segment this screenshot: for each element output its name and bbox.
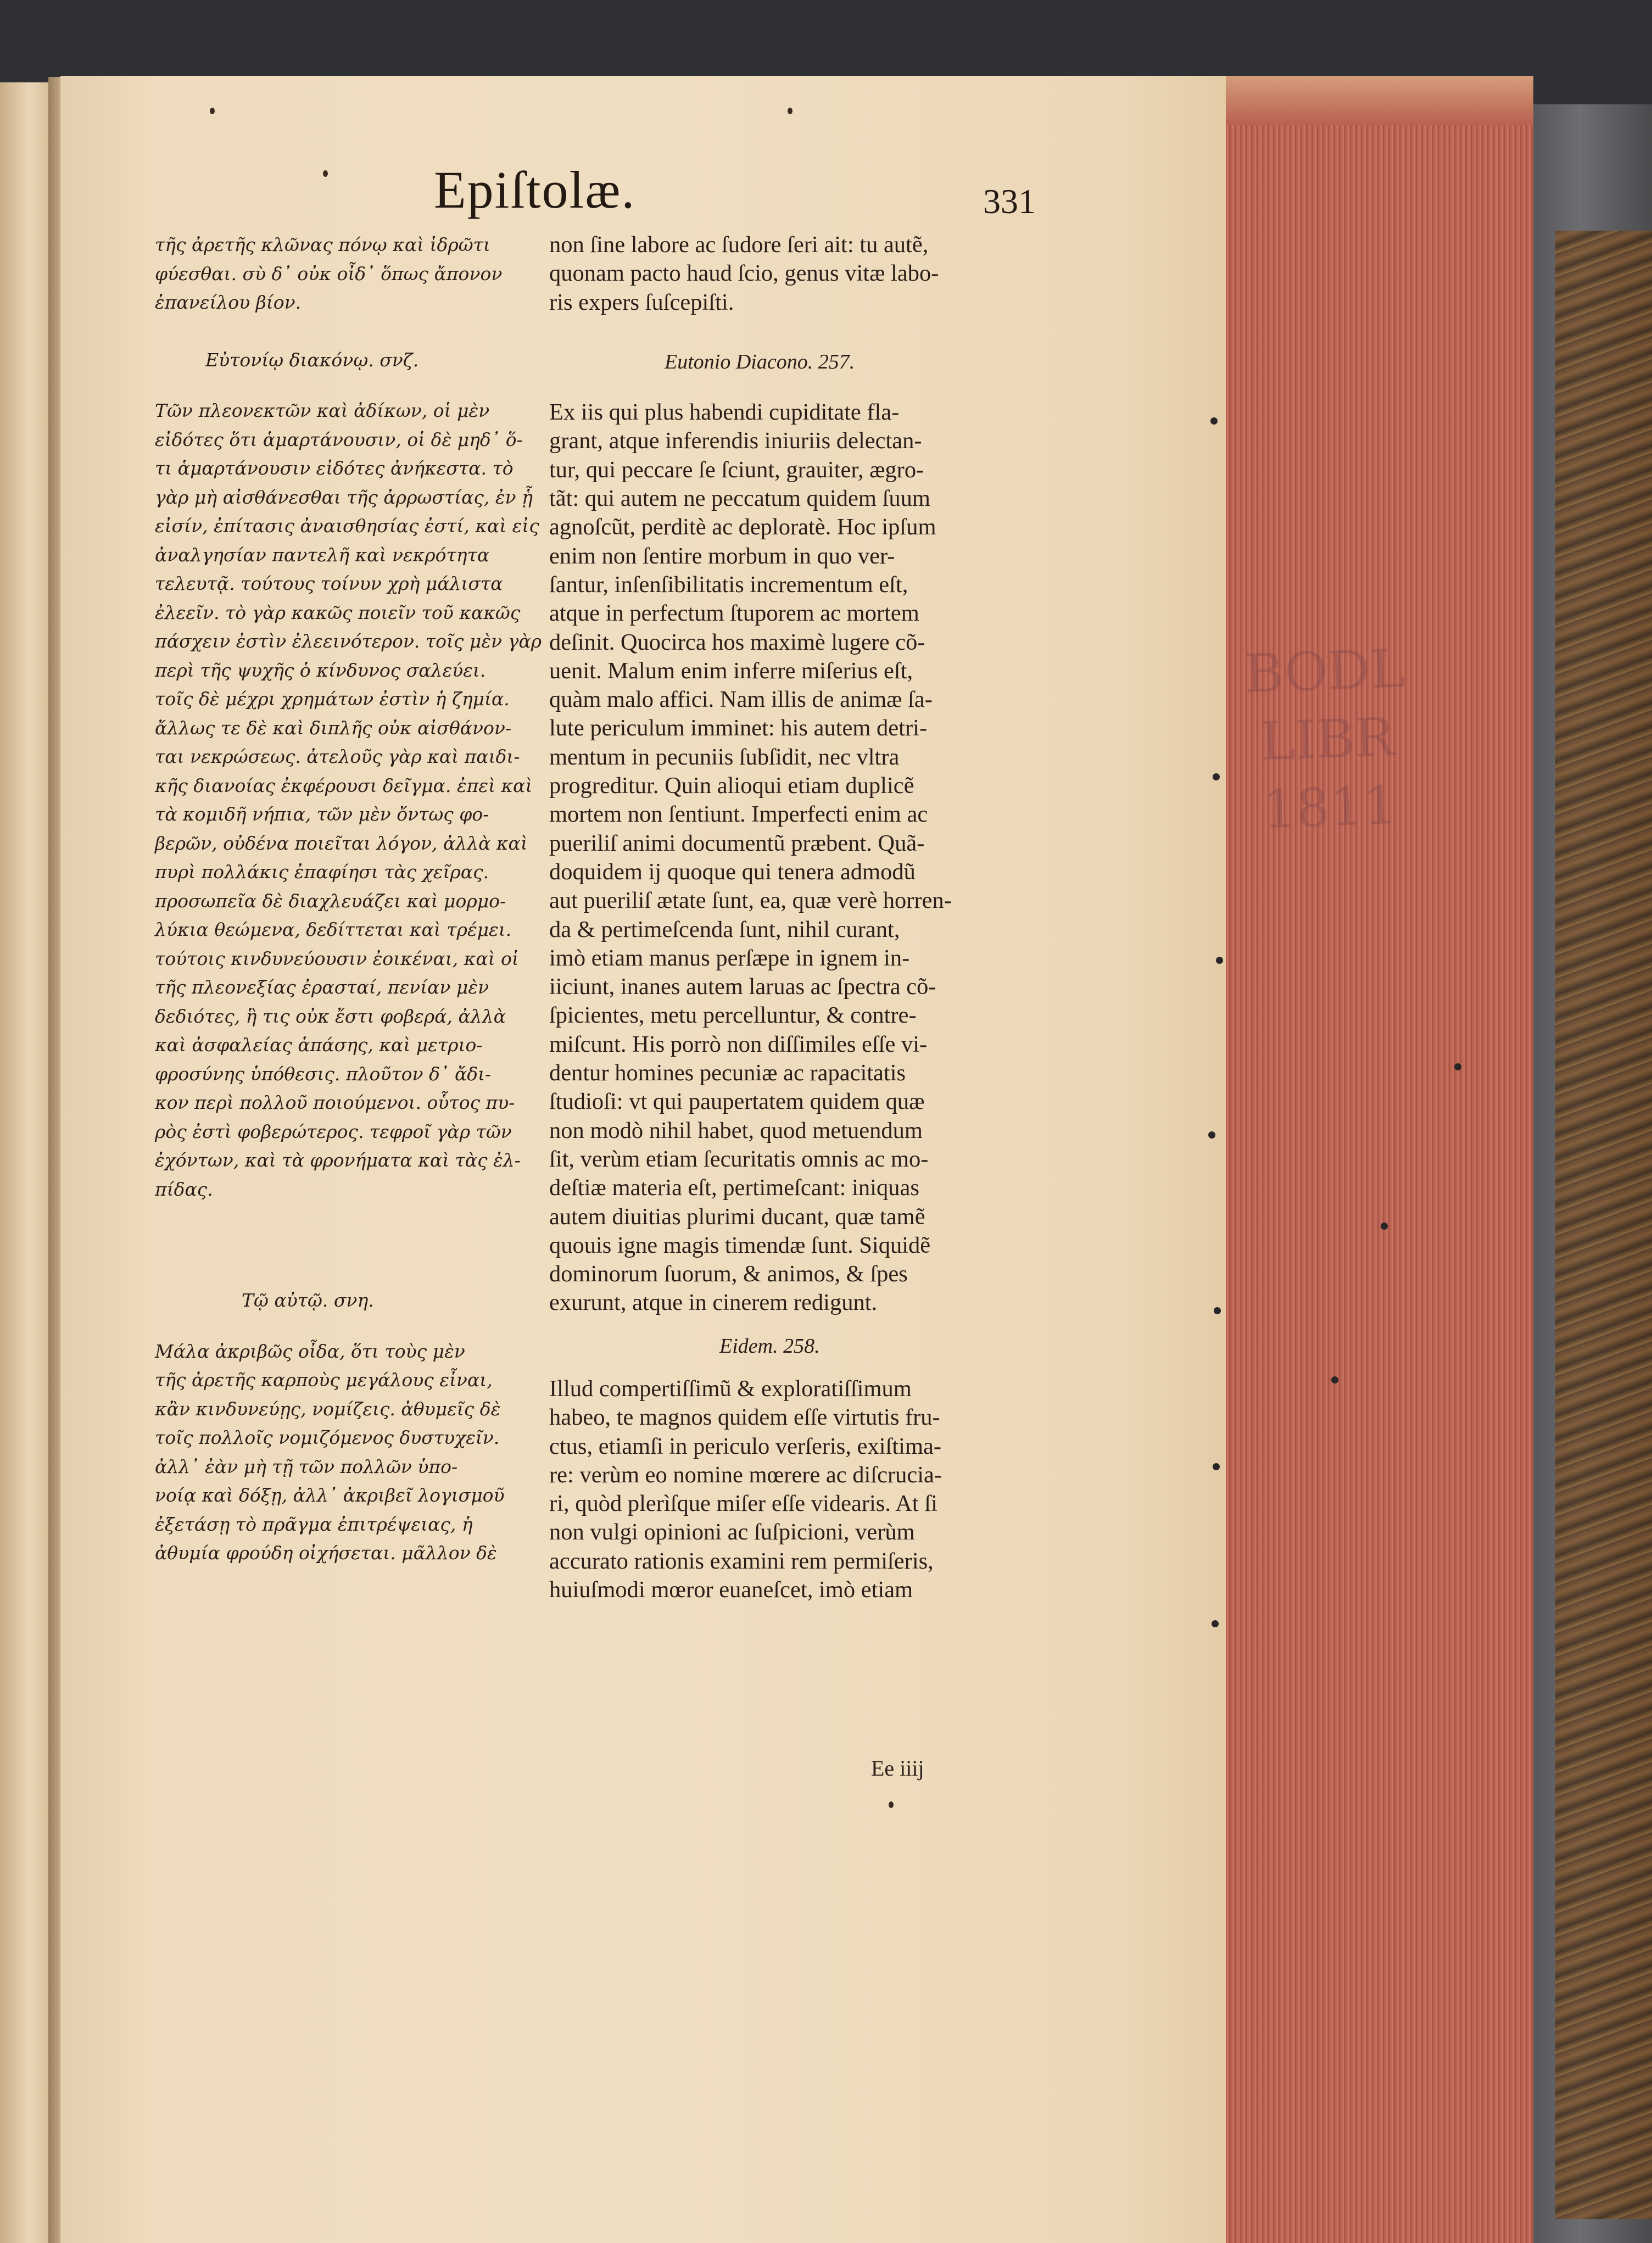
text-line: τῆς πλεονεξίας ἐρασταί, πενίαν μὲν: [155, 977, 489, 998]
text-line: deſtiæ materia eſt, pertimeſcant: iniquas: [549, 1175, 919, 1201]
text-line: non ſine labore ac ſudore ſeri ait: tu autẽ,: [549, 232, 929, 258]
text-line: pueriliſ animi documentũ præbent. Quã-: [549, 830, 925, 856]
text-line: ται νεκρώσεως. ἀτελοῦς γὰρ καὶ παιδι-: [155, 746, 520, 767]
text-line: miſcunt. His porrò non diſſimiles eſſe vi-: [549, 1031, 928, 1057]
text-line: ἀναλγησίαν παντελῆ καὶ νεκρότητα: [155, 544, 490, 566]
text-line: ſantur, inſenſibilitatis incrementum eſt,: [549, 571, 908, 598]
wormhole: [1213, 1463, 1220, 1470]
text-line: βερῶν, οὐδένα ποιεῖται λόγον, ἀλλὰ καὶ: [155, 832, 528, 854]
text-line: ſpicientes, metu percelluntur, & contre-: [549, 1002, 917, 1029]
text-line: progreditur. Quin alioqui etiam duplicẽ: [549, 773, 914, 799]
greek-letter-body: [155, 397, 542, 1204]
text-line: grant, atque inferendis iniuriis delectan-: [549, 428, 922, 454]
wormhole: [1213, 773, 1220, 780]
greek-letter-body: [155, 1337, 528, 1568]
text-line: δεδιότες, ἣ τις οὐκ ἔστι φοβερά, ἀλλὰ: [155, 1005, 506, 1027]
text-line: dentur homines pecuniæ ac rapacitatis: [549, 1060, 906, 1086]
stamp-line: LIBR: [1259, 706, 1396, 773]
wormhole: [1212, 1620, 1219, 1627]
wormhole: [1208, 1131, 1215, 1139]
text-line: τούτοις κινδυνεύουσιν ἐοικέναι, καὶ οἱ: [155, 947, 519, 969]
latin-column: [549, 231, 1038, 1604]
text-line: καὶ ἀσφαλείας ἁπάσης, καὶ μετριο-: [155, 1034, 483, 1056]
text-line: Τῶν πλεονεκτῶν καὶ ἀδίκων, οἱ μὲν: [155, 400, 490, 421]
stamp-line: BODL: [1243, 638, 1407, 705]
text-line: τι ἁμαρτάνουσιν εἰδότες ἀνήκεστα. τὸ: [155, 457, 514, 479]
greek-letter-heading: Τῷ αὐτῷ. σνη.: [242, 1290, 374, 1311]
text-line: νοίᾳ καὶ δόξῃ, ἀλλ᾽ ἀκριβεῖ λογισμοῦ: [155, 1485, 505, 1506]
latin-top-lines: [549, 231, 1038, 317]
wormhole: [1454, 1063, 1461, 1070]
greek-column: [155, 231, 542, 1568]
text-line: τελευτᾷ. τούτους τοίνυν χρὴ μάλιστα: [155, 573, 503, 594]
wormhole: [1216, 957, 1223, 964]
text-line: uenit. Malum enim inferre miſerius eſt,: [549, 657, 913, 684]
text-line: Ex iis qui plus habendi cupiditate fla-: [549, 399, 900, 426]
text-line: ἄλλως τε δὲ καὶ διπλῆς οὐκ αἰσθάνον-: [155, 717, 512, 739]
text-line: τὰ κομιδῆ νήπια, τῶν μὲν ὄντως φο-: [155, 804, 489, 825]
facing-page-edge: [0, 82, 49, 2243]
text-line: κῆς διανοίας ἐκφέρουσι δεῖγμα. ἐπεὶ καὶ: [155, 774, 533, 796]
text-line: ἐλεεῖν. τὸ γὰρ κακῶς ποιεῖν τοῦ κακῶς: [155, 601, 521, 623]
library-stamp: [1219, 634, 1441, 1014]
text-line: ris expers ſuſcepiſti.: [549, 289, 734, 315]
text-line: lute periculum imminet: his autem detri-: [549, 715, 928, 741]
text-line: huiuſmodi mœror euaneſcet, imò etiam: [549, 1577, 913, 1603]
text-line: ἀλλ᾽ ἐὰν μὴ τῇ τῶν πολλῶν ὑπο-: [155, 1455, 458, 1477]
text-line: dominorum ſuorum, & animos, & ſpes: [549, 1261, 908, 1287]
text-line: ἀθυμία φρούδη οἰχήσεται. μᾶλλον δὲ: [155, 1542, 497, 1564]
text-line: Illud compertiſſimũ & exploratiſſimum: [549, 1375, 912, 1402]
ink-speck: [210, 108, 215, 114]
text-line: ἐπανείλου βίον.: [155, 292, 302, 313]
text-line: προσωπεῖα δὲ διαχλευάζει καὶ μορμο-: [155, 890, 506, 912]
text-line: κἂν κινδυνεύῃς, νομίζεις. ἀθυμεῖς δὲ: [155, 1398, 501, 1420]
ink-speck: [323, 170, 328, 177]
latin-letter-heading: Eutonio Diacono. 257.: [665, 350, 855, 373]
text-line: ἐξετάσῃ τὸ πρᾶγμα ἐπιτρέψειας, ἡ: [155, 1513, 473, 1535]
text-line: ſtudioſi: vt qui paupertatem quidem quæ: [549, 1089, 925, 1115]
text-line: da & pertimeſcenda ſunt, nihil curant,: [549, 916, 900, 942]
text-line: agnoſcũt, perditè ac deploratè. Hoc ipſum: [549, 514, 936, 540]
latin-letter-body: [549, 1375, 1038, 1604]
text-line: εἰσίν, ἐπίτασις ἀναισθησίας ἐστί, καὶ εἰς: [155, 515, 539, 537]
red-page-edges: [1226, 76, 1533, 2243]
text-line: imò etiam manus perſæpe in ignem in-: [549, 945, 910, 971]
text-line: autem diuitias plurimi ducant, quæ tamẽ: [549, 1203, 925, 1230]
latin-letter-body: [549, 398, 1038, 1318]
text-line: aut pueriliſ ætate ſunt, ea, quæ verè horren-: [549, 888, 952, 914]
catchword: Ee iiij: [871, 1756, 924, 1781]
page-number: 331: [983, 182, 1036, 221]
text-line: ctus, etiamſi in periculo verſeris, exiſtima-: [549, 1433, 942, 1459]
text-line: φροσύνης ὑπόθεσις. πλοῦτον δ᾽ ἄδι-: [155, 1063, 492, 1085]
text-line: πίδας.: [155, 1178, 213, 1200]
stamp-line: 1811: [1261, 774, 1398, 841]
ink-speck: [889, 1801, 894, 1808]
text-line: habeo, te magnos quidem eſſe virtutis fru-: [549, 1404, 940, 1431]
text-line: mentum in pecuniis ſubſidit, nec vltra: [549, 744, 900, 770]
text-line: ρὸς ἐστὶ φοβερώτερος. τεφροῖ γὰρ τῶν: [155, 1120, 512, 1142]
page-edge-top: [1226, 76, 1533, 125]
text-line: quonam pacto haud ſcio, genus vitæ labo-: [549, 260, 939, 287]
text-line: deſinit. Quocirca hos maximè lugere cõ-: [549, 629, 925, 655]
text-line: quàm malo affici. Nam illis de animæ ſa-: [549, 687, 933, 713]
text-line: τοῖς δὲ μέχρι χρημάτων ἐστὶν ἡ ζημία.: [155, 688, 510, 710]
wormhole: [1214, 1307, 1221, 1314]
text-line: φύεσθαι. σὺ δ᾽ οὐκ οἶδ᾽ ὅπως ἄπονον: [155, 263, 503, 284]
text-line: doquidem ij quoque qui tenera admodũ: [549, 858, 916, 885]
running-head: Epiſtolæ.: [434, 160, 636, 219]
text-line: πάσχειν ἐστὶν ἐλεεινότερον. τοῖς μὲν γὰρ: [155, 631, 542, 652]
text-line: περὶ τῆς ψυχῆς ὁ κίνδυνος σαλεύει.: [155, 659, 486, 681]
text-line: τοῖς πολλοῖς νομιζόμενος δυστυχεῖν.: [155, 1427, 500, 1448]
text-line: Μάλα ἀκριβῶς οἶδα, ὅτι τοὺς μὲν: [155, 1340, 465, 1362]
text-line: non modò nihil habet, quod metuendum: [549, 1117, 923, 1143]
text-line: ri, quòd plerìſque miſer eſſe videaris. At ſi: [549, 1491, 937, 1517]
text-line: λύκια θεώμενα, δεδίττεται καὶ τρέμει.: [155, 919, 512, 940]
text-line: non vulgi opinioni ac ſuſpicioni, verùm: [549, 1519, 915, 1545]
text-line: mortem non ſentiunt. Imperfecti enim ac: [549, 801, 928, 828]
text-line: atque in perfectum ſtuporem ac mortem: [549, 600, 919, 627]
text-line: tãt: qui autem ne peccatum quidem ſuum: [549, 486, 930, 512]
text-line: κον περὶ πολλοῦ ποιούμενοι. οὗτος πυ-: [155, 1092, 515, 1113]
text-line: accurato rationis examini rem permiſeris,: [549, 1548, 934, 1574]
text-line: ἐχόντων, καὶ τὰ φρονήματα καὶ τὰς ἐλ-: [155, 1150, 521, 1171]
text-line: re: verùm eo nomine mœrere ac diſcrucia-: [549, 1461, 942, 1488]
text-line: τῆς ἀρετῆς κλῶνας πόνῳ καὶ ἱδρῶτι: [155, 234, 490, 255]
text-line: εἰδότες ὅτι ἁμαρτάνουσιν, οἱ δὲ μηδ᾽ ὅ-: [155, 428, 523, 450]
ink-speck: [788, 108, 792, 114]
text-line: ſit, verùm etiam ſecuritatis omnis ac mo-: [549, 1146, 929, 1172]
wormhole: [1210, 417, 1218, 425]
marbled-cover: [1555, 231, 1652, 2219]
text-line: tur, qui peccare ſe ſciunt, grauiter, ægro-: [549, 456, 924, 483]
text-line: τῆς ἀρετῆς καρποὺς μεγάλους εἶναι,: [155, 1369, 493, 1391]
text-line: πυρὶ πολλάκις ἐπαφίησι τὰς χεῖρας.: [155, 861, 489, 883]
greek-letter-heading: Εὐτονίῳ διακόνῳ. σνζ.: [205, 349, 419, 371]
latin-letter-heading: Eidem. 258.: [719, 1334, 820, 1358]
wormhole: [1381, 1223, 1388, 1230]
text-line: exurunt, atque in cinerem redigunt.: [549, 1290, 878, 1316]
text-line: γὰρ μὴ αἰσθάνεσθαι τῆς ἀρρωστίας, ἐν ᾗ: [155, 486, 533, 508]
text-line: enim non ſentire morbum in quo ver-: [549, 543, 895, 569]
text-line: iiciunt, inanes autem laruas ac ſpectra cõ-: [549, 974, 936, 1000]
wormhole: [1331, 1376, 1338, 1383]
text-line: quouis igne magis timendæ ſunt. Siquidẽ: [549, 1232, 931, 1258]
greek-top-lines: [155, 231, 528, 317]
